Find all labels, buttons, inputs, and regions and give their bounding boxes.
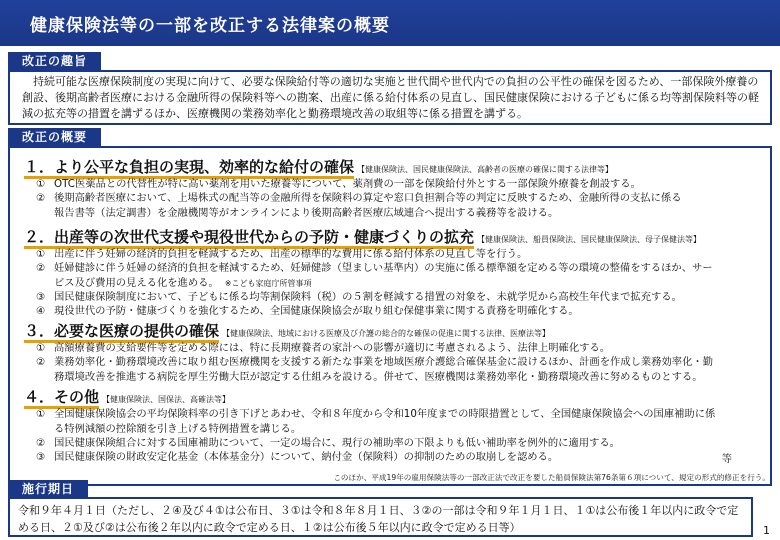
purpose-label: 改正の趣旨 <box>8 52 101 71</box>
item-text: 国民健康保険の財政安定化基金（本体基金分）について、納付金（保険料）の抑制のための取崩しを認める。 <box>54 451 559 463</box>
item-number: ③ <box>36 291 46 303</box>
item-text: 国民健康保険制度において、子どもに係る均等割保険料（税）の５割を軽減する措置の対象を、未就学児から高校生年代まで拡充する。 <box>54 291 682 303</box>
item-number: ① <box>36 248 46 260</box>
section-law: 【健康保険法、地域における医療及び介護の総合的な確保の促進に関する法律、医療法等】 <box>222 329 551 338</box>
effective-label: 施行期日 <box>8 480 88 499</box>
list-item <box>36 191 760 220</box>
list-item <box>36 247 760 262</box>
list-item <box>36 436 760 451</box>
list-item <box>36 304 760 319</box>
list-item <box>36 177 760 192</box>
list-item <box>36 355 760 384</box>
section-title: １．より公平な負担の実現、効率的な給付の確保 <box>24 158 354 179</box>
item-number: ② <box>36 437 46 449</box>
list-item <box>36 450 760 465</box>
item-note: ※こども家庭庁所管事項 <box>224 278 312 288</box>
item-text-continued: 報告書等（法定調書）を金融機関等がオンラインにより後期高齢者医療広域連合へ提出する義務等を設ける。 <box>54 206 559 219</box>
list-item <box>36 290 760 305</box>
item-number: ④ <box>36 305 46 317</box>
title-bar <box>0 0 780 46</box>
purpose-box <box>8 70 772 125</box>
item-text: 妊婦健診に伴う妊婦の経済的負担を軽減するため、妊婦健診（望ましい基準内）の実施に係る標準額を定める等の環境の整備をするほか、サー <box>54 262 713 274</box>
item-text: 出産に伴う妊婦の経済的負担を軽減するため、出産の標準的な費用に係る給付体系の見直し等を行う。 <box>54 248 528 260</box>
item-text: 国民健康保険組合に対する国庫補助について、一定の場合に、現行の補助率の下限よりも低い補助率を例外的に適用する。 <box>54 437 620 449</box>
section-heading <box>24 386 230 407</box>
item-text: 現役世代の予防・健康づくりを強化するため、全国健康保険協会が取り組む保健事業に関する責務を明確化する。 <box>54 305 579 317</box>
effective-box <box>8 497 753 537</box>
item-text: OTC医薬品との代替性が特に高い薬剤を用いた療養等について、薬剤費の一部を保険給付外とする一部保険外療養を創設する。 <box>54 178 641 190</box>
list-item <box>36 407 760 436</box>
section-title: ４．その他 <box>24 388 99 409</box>
item-text: 後期高齢者医療において、上場株式の配当等の金融所得を保険料の算定や窓口負担割合等の判定に反映するため、金融所得の支払に係る <box>54 192 682 204</box>
effective-text: 令和９年４月１日（ただし、２④及び４①は公布日、３①は令和８年８月１日、３②の一部は令和９年１月１日、１①は公布後１年以内に政令で定める日、２①及び②は公布後２年以内に政令で定める日、１②は公布後５年以内に政令で定める日等） <box>18 504 739 534</box>
section-law: 【健康保険法、国保法、高確法等】 <box>102 395 231 404</box>
overview-box <box>8 146 772 486</box>
overview-label: 改正の概要 <box>8 128 101 147</box>
item-number: ② <box>36 262 46 274</box>
list-item <box>36 341 760 356</box>
page-title: 健康保険法等の一部を改正する法律案の概要 <box>30 16 390 36</box>
section-law: 【健康保険法、国民健康保険法、高齢者の医療の確保に関する法律等】 <box>357 165 614 174</box>
item-number: ② <box>36 192 46 204</box>
section-title: ２．出産等の次世代支援や現役世代からの予防・健康づくりの拡充 <box>24 228 474 249</box>
section-heading <box>24 226 701 247</box>
item-number: ① <box>36 342 46 354</box>
section-law: 【健康保険法、船員保険法、国民健康保険法、母子保健法等】 <box>477 235 702 244</box>
item-number: ① <box>36 408 46 420</box>
item-number: ② <box>36 356 46 368</box>
item-text-continued <box>36 276 760 292</box>
purpose-text: 持続可能な医療保険制度の実現に向けて、必要な保険給付等の適切な実施と世代間や世代内での負担の公平性の確保を図るため、一部保険外療養の創設、後期高齢者医療における金融所得の保険料等への勘案、出産に係る給付体系の見直し、国民健康保険における子どもに係る均等割保険料等の軽減の拡充等の措置を講ずるほか、医療機関の業務効率化と勤務環境改善の取組等に係る措置を講ずる。 <box>22 75 759 120</box>
item-text-continued: る特例減額の控除額を引き上げる特例措置を講じる。 <box>54 422 302 435</box>
list-item <box>36 261 760 291</box>
item-text: 全国健康保険協会の平均保険料率の引き下げとあわせ、令和８年度から令和10年度までの時限措置として、全国健康保険協会への国庫補助に係 <box>54 408 716 420</box>
item-cont-text: ビス及び費用の見える化を進める。 <box>54 276 219 289</box>
item-text: 高額療養費の支給要件等を定める際には、特に長期療養者の家計への影響が適切に考慮されるよう、法律上明確化する。 <box>54 342 611 354</box>
item-number: ③ <box>36 451 46 463</box>
item-text: 業務効率化・勤務環境改善に取り組む医療機関を支援する新たな事業を地域医療介護総合確保基金に設けるほか、計画を作成し業務効率化・勤 <box>54 356 713 368</box>
item-text-continued: 務環境改善を推進する病院を厚生労働大臣が認定する仕組みを設ける。併せて、医療機関は業務効率化・勤務環境改善に努めるものとする。 <box>54 370 703 383</box>
etc-mark: 等 <box>721 453 732 465</box>
section-heading <box>24 156 613 177</box>
section-heading <box>24 320 550 341</box>
page-number: 1 <box>763 524 770 537</box>
item-number: ① <box>36 178 46 190</box>
section-title: ３．必要な医療の提供の確保 <box>24 322 219 343</box>
footnote: このほか、平成19年の雇用保険法等の一部改正法で改正を要した船員保険法第76条第６項について、規定の形式的修正を行う。 <box>333 473 770 482</box>
